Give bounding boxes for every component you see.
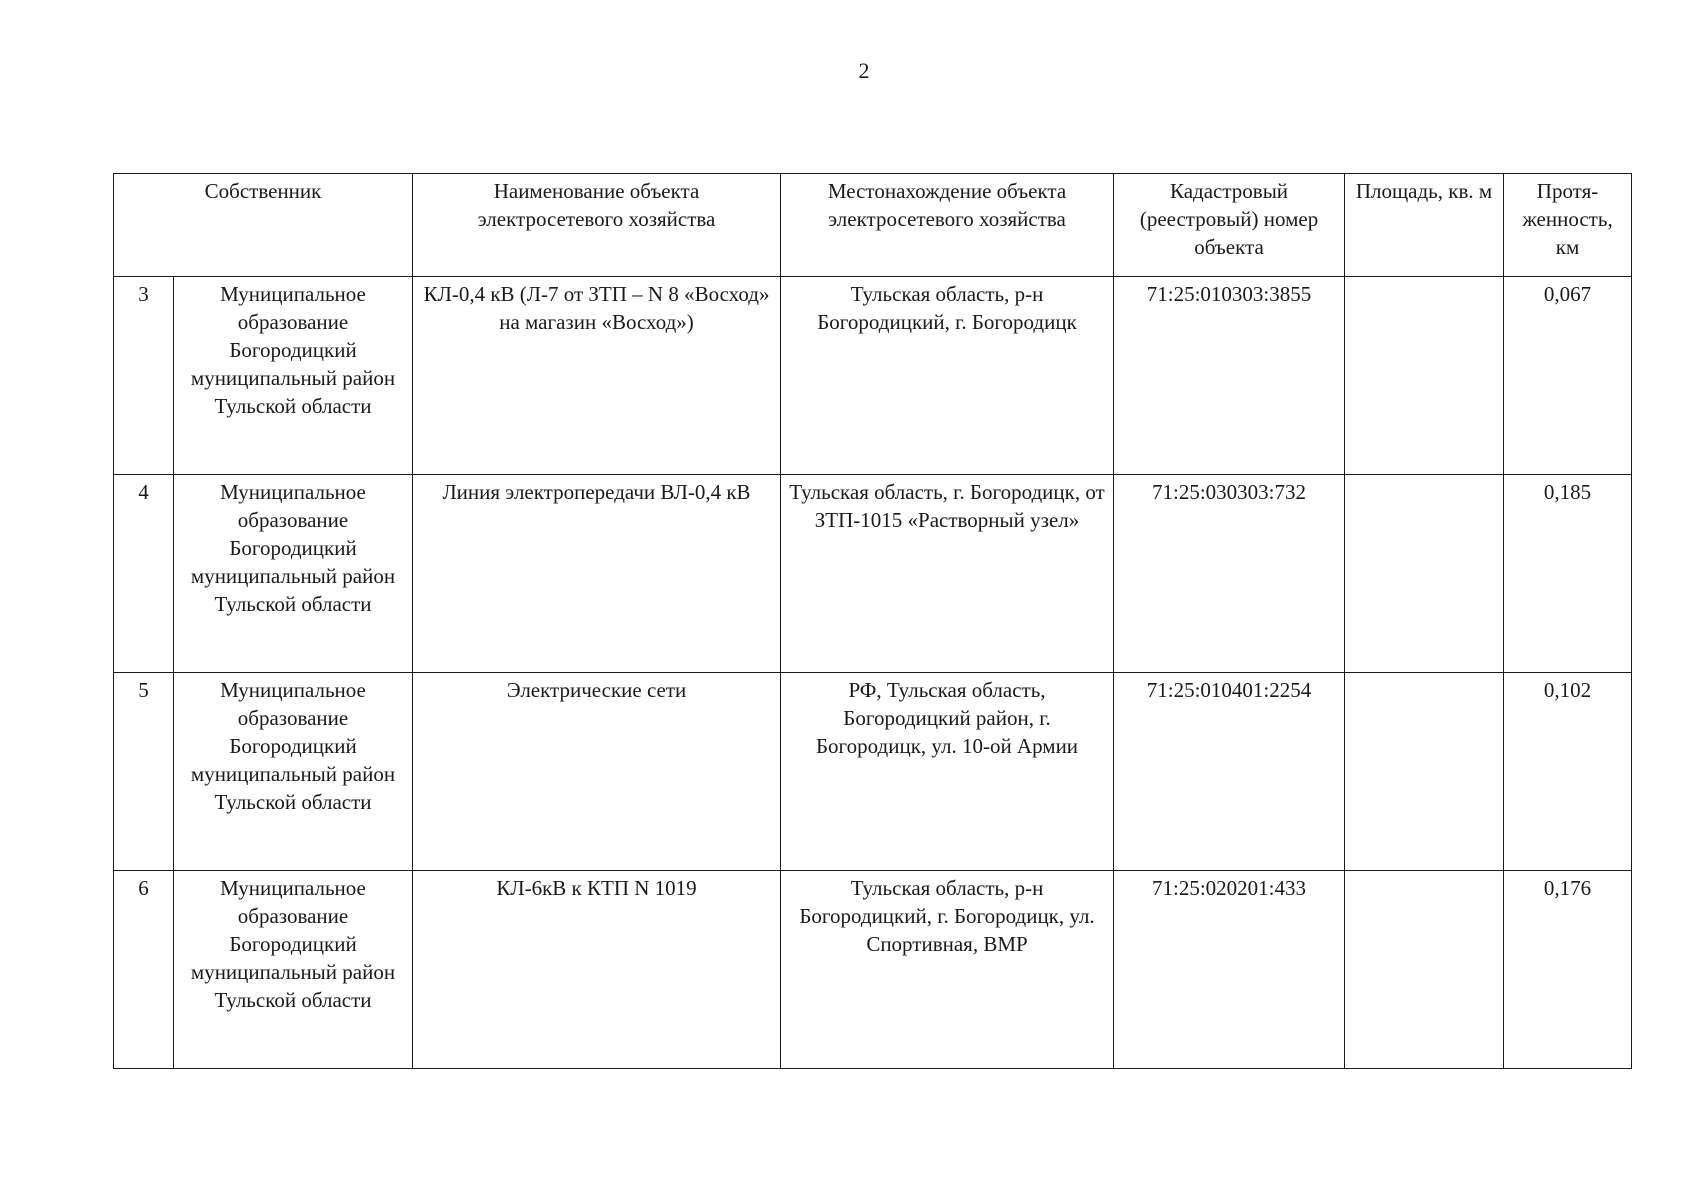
row-number: 3 [114, 277, 174, 475]
row-number: 5 [114, 673, 174, 871]
table-row [114, 871, 1632, 1069]
owner-cell: Муниципальное образование Богородицкий муниципальный район Тульской области [174, 871, 413, 1069]
header-object-name: Наименование объекта электросетевого хозяйства [413, 174, 781, 277]
object-name-cell: КЛ-6кВ к КТП N 1019 [413, 871, 781, 1069]
cadastral-cell: 71:25:030303:732 [1114, 475, 1345, 673]
table-row [114, 673, 1632, 871]
header-cadastral-number: Кадастровый (реестровый) номер объекта [1114, 174, 1345, 277]
header-owner: Собственник [114, 174, 413, 277]
table-header-row [114, 174, 1632, 277]
area-cell [1345, 673, 1504, 871]
cadastral-cell: 71:25:020201:433 [1114, 871, 1345, 1069]
location-cell: Тульская область, р-н Богородицкий, г. Богородицк, ул. Спортивная, ВМР [781, 871, 1114, 1069]
area-cell [1345, 277, 1504, 475]
header-length: Протя-женность, км [1504, 174, 1632, 277]
row-number: 6 [114, 871, 174, 1069]
header-area: Площадь, кв. м [1345, 174, 1504, 277]
length-cell: 0,102 [1504, 673, 1632, 871]
owner-cell: Муниципальное образование Богородицкий муниципальный район Тульской области [174, 673, 413, 871]
registry-table [113, 173, 1632, 1069]
location-cell: РФ, Тульская область, Богородицкий район, г. Богородицк, ул. 10-ой Армии [781, 673, 1114, 871]
length-cell: 0,176 [1504, 871, 1632, 1069]
cadastral-cell: 71:25:010401:2254 [1114, 673, 1345, 871]
table-row [114, 277, 1632, 475]
owner-cell: Муниципальное образование Богородицкий муниципальный район Тульской области [174, 277, 413, 475]
row-number: 4 [114, 475, 174, 673]
location-cell: Тульская область, р-н Богородицкий, г. Богородицк [781, 277, 1114, 475]
object-name-cell: КЛ-0,4 кВ (Л-7 от ЗТП – N 8 «Восход» на магазин «Восход») [413, 277, 781, 475]
owner-cell: Муниципальное образование Богородицкий муниципальный район Тульской области [174, 475, 413, 673]
object-name-cell: Линия электропередачи ВЛ-0,4 кВ [413, 475, 781, 673]
cadastral-cell: 71:25:010303:3855 [1114, 277, 1345, 475]
object-name-cell: Электрические сети [413, 673, 781, 871]
length-cell: 0,185 [1504, 475, 1632, 673]
length-cell: 0,067 [1504, 277, 1632, 475]
header-location: Местонахождение объекта электросетевого хозяйства [781, 174, 1114, 277]
table-row [114, 475, 1632, 673]
area-cell [1345, 871, 1504, 1069]
area-cell [1345, 475, 1504, 673]
location-cell: Тульская область, г. Богородицк, от ЗТП-1015 «Растворный узел» [781, 475, 1114, 673]
page-number: 2 [858, 58, 870, 83]
